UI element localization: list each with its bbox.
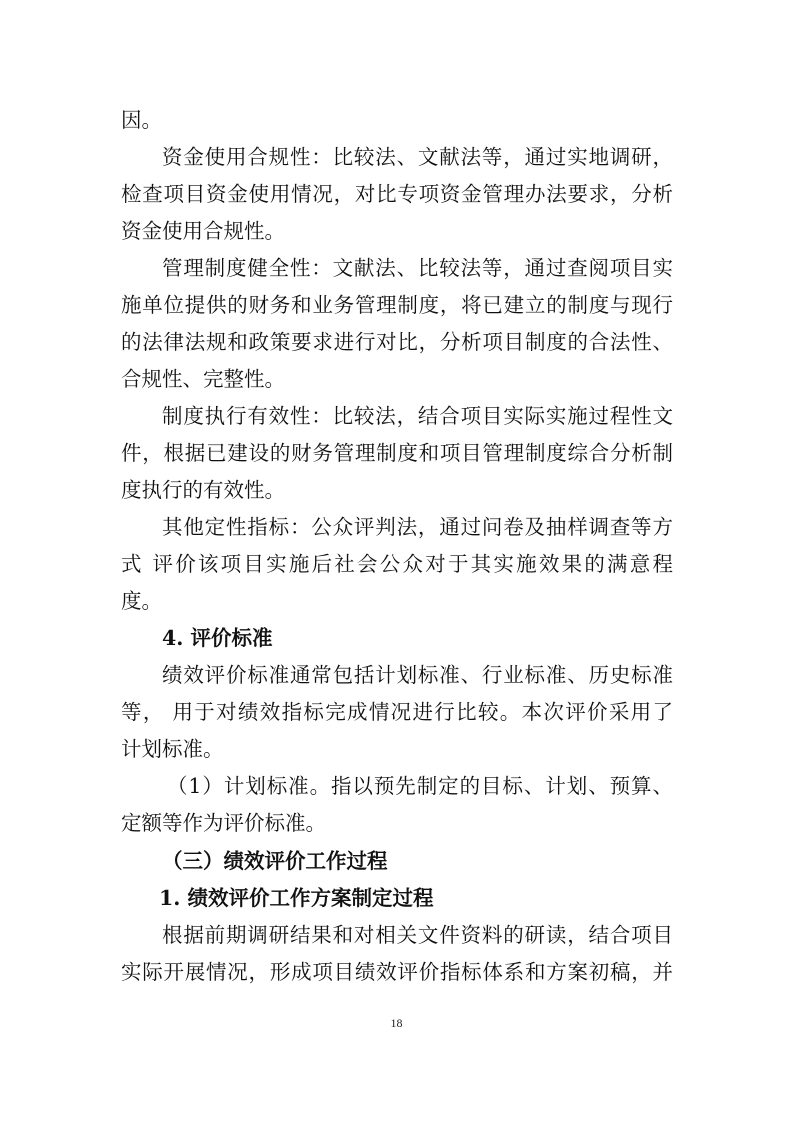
- section-heading-work-process: （三）绩效评价工作过程: [162, 849, 388, 873]
- text-line: 件，根据已建设的财务管理制度和项目管理制度综合分析制: [121, 441, 673, 465]
- text-line: 合规性、完整性。: [121, 367, 285, 391]
- text-line: 资金使用合规性：比较法、文献法等，通过实地调研，: [162, 145, 673, 169]
- text-line: （1）计划标准。指以预先制定的目标、计划、预算、: [167, 774, 673, 798]
- text-line: 因。: [121, 108, 162, 132]
- text-line: 实际开展情况，形成项目绩效评价指标体系和方案初稿，并: [121, 960, 673, 984]
- text-line: 定额等作为评价标准。: [121, 811, 326, 835]
- text-line: 资金使用合规性。: [121, 219, 285, 243]
- text-line: 制度执行有效性：比较法，结合项目实际实施过程性文: [162, 404, 673, 428]
- section-heading-evaluation-criteria: 4. 评价标准: [162, 626, 273, 650]
- text-line: 度。: [121, 589, 162, 613]
- text-line: 计划标准。: [121, 737, 224, 761]
- text-line: 式 评价该项目实施后社会公众对于其实施效果的满意程: [121, 552, 673, 576]
- subsection-heading-plan-formulation: 1. 绩效评价工作方案制定过程: [159, 886, 434, 910]
- text-line: 根据前期调研结果和对相关文件资料的研读，结合项目: [162, 923, 673, 947]
- page-number: 18: [390, 1016, 403, 1030]
- text-line: 的法律法规和政策要求进行对比，分析项目制度的合法性、: [121, 330, 673, 354]
- text-line: 等， 用于对绩效指标完成情况进行比较。本次评价采用了: [121, 700, 673, 724]
- text-line: 其他定性指标：公众评判法，通过问卷及抽样调查等方: [162, 515, 673, 539]
- text-line: 度执行的有效性。: [121, 478, 285, 502]
- text-line: 检查项目资金使用情况，对比专项资金管理办法要求，分析: [121, 182, 673, 206]
- text-line: 管理制度健全性：文献法、比较法等，通过查阅项目实: [162, 256, 673, 280]
- text-line: 绩效评价标准通常包括计划标准、行业标准、历史标准: [162, 663, 673, 687]
- text-line: 施单位提供的财务和业务管理制度，将已建立的制度与现行: [121, 293, 673, 317]
